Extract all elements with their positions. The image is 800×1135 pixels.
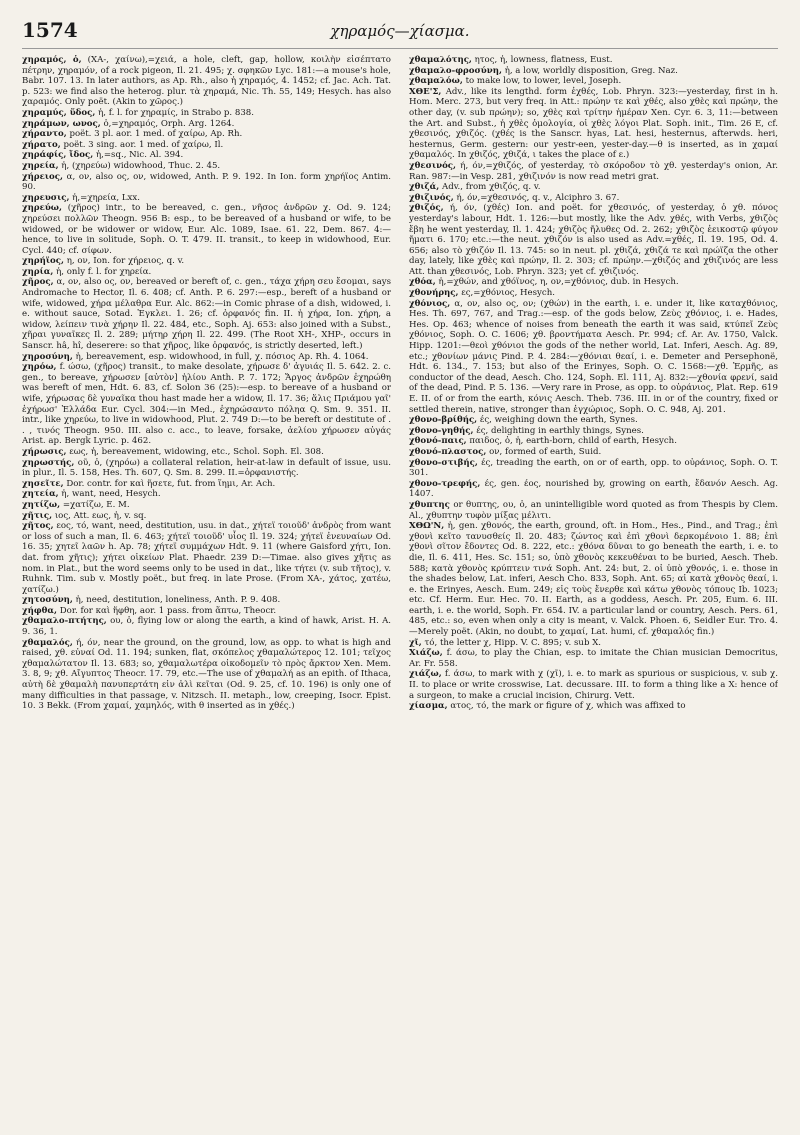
entry-headword: χθόνιος, — [409, 298, 451, 309]
dictionary-entry — [409, 436, 778, 447]
entry-definition: to make low, to lower, level, Joseph. — [465, 76, 622, 87]
entry-definition: ἡ, only f. l. for χηρεία. — [56, 266, 152, 277]
entry-definition: f. άσω, to mark with χ (χῖ), i. e. to mark as spurious or suspicious, v. sub χ. II. to place or write crosswise, Lat. decussare. III. to form a thing like a X: hence of a surgeon, to make a crucial incision, Chirurg. Vett. — [409, 669, 778, 701]
entry-definition: =χατίζω, E. M. — [62, 499, 130, 510]
entry-definition: α, ον, also ος, ον, widowed, Anth. P. 9. 192. In Ion. form χηρήϊος Antim. 90. — [22, 171, 391, 193]
left-column — [22, 55, 391, 1125]
dictionary-entry — [409, 479, 778, 500]
entry-headword: χθονό-παις, — [409, 436, 467, 447]
dictionary-entry — [409, 500, 778, 521]
entry-definition: ή, όν,=χθιζός, of yesterday, τὸ σκόροδον τὸ χθ. yesterday's onion, Ar. Ran. 987:—in Vesp. 281, χθιζινόν is now read metri grat. — [409, 160, 778, 182]
dictionary-entry — [22, 150, 391, 161]
entry-definition: f. άσω, to play the Chian, esp. to imitate the Chian musician Democritus, Ar. Fr. 558. — [409, 648, 778, 669]
entry-definition: ἡ, need, destitution, loneliness, Anth. P. 9. 408. — [75, 595, 281, 606]
dictionary-entry — [409, 669, 778, 701]
dictionary-entry — [22, 277, 391, 351]
entry-headword: χθαμαλο-φροσύνη, — [409, 65, 502, 76]
dictionary-entry — [409, 638, 778, 649]
entry-headword: χθυπτης — [409, 499, 450, 510]
entry-headword: χῆρος, — [22, 277, 54, 288]
dictionary-entry — [409, 55, 778, 66]
dictionary-entry — [22, 362, 391, 447]
entry-definition: Adv., like its lengthd. form ἐχθές, Lob. Phryn. 323:—yesterday, first in h. Hom. Merc. 273, but very freq. in Att.: πρώην τε καὶ χθές, also χθὲς καὶ πρώην, the other day, (v. sub πρώην); so, χθὲς καὶ τρίτην ἡμέραν Xen. Cyr. 6. 3, 11:—between the Art. and Subst., ἡ χθὲς ὁμολογία, οἱ χθὲς λόγοι Plat. Soph. init., Tim. 26 E, cf. χθεσινός, χθιζός. (χθές is the Sanscr. hyas, Lat. hesi, hesternus, afterwds. heri, hesternus, Germ. gestern: our yestr-een, yester-day.—θ is inserted, as in χαμαί χθαμαλός. In χθιζός, χθιζά, ι takes the place of ε.) — [409, 86, 778, 161]
entry-definition: εως, ἡ, bereavement, widowing, etc., Schol. Soph. El. 308. — [69, 446, 324, 457]
entry-definition: ητος, ἡ, lowness, flatness, Eust. — [474, 55, 613, 65]
dictionary-entry — [22, 521, 391, 595]
entry-definition: ές, gen. έος, nourished by, growing on earth, ἔδανόν Aesch. Ag. 1407. — [409, 478, 778, 500]
entry-definition: α, ον, also ος, ον; (χθών) in the earth, i. e. under it, like καταχθόνιος, Hes. Th. 697, 767, and Trag.:—esp. of the gods below, Ζεὺς χθόνιος, i. e. Hades, Hes. Op. 463; whence of noises from beneath the earth it was said, κτύπεῖ Ζεὺς χθόνιος, Soph. O. C. 1606; χθ. βροντήματα Aesch. Pr. 994; cf. Ar. Av. 1750, Valck. Hipp. 1201:—θεοὶ χθόνιοι the gods of the nether world, Lat. Inferi, Aesch. Ag. 89, etc.; χθονίων μάνις Pind. P. 4. 284:—χθόνιαι θεαί, i. e. Demeter and Persephonë, Hdt. 6. 134., 7. 153; but also of the Erinyes, Soph. O. C. 1568:—χθ. Ἑρμῆς, as conductor of the dead, Aesch. Cho. 124, Soph. El. 111, Aj. 832:—χθονία φρενί, said of the dead, Pind. P. 5. 136. —Very rare in Prose, as opp. to οὐράνιος, Plat. Rep. 619 E. II. of or from the earth, κόνις Aesch. Theb. 736. III. in or of the country, fixed or settled therein, native, stronger than ἐγχώριος, Soph. O. C. 948, Aj. 201. — [409, 298, 778, 415]
dictionary-entry — [409, 447, 778, 458]
dictionary-entry — [22, 511, 391, 522]
entry-headword: χθαμαλότης, — [409, 55, 472, 65]
dictionary-entry — [22, 129, 391, 140]
entry-definition: f. ώσω, (χῆρος) transit., to make desolate, χήρωσε δ' ἀγυιάς Il. 5. 642. 2. c. gen., to bereave, χήρωσεν [αὐτὸν] ἡλίου Anth. P. 7. 172; Ἄργος ἀνδρῶν ἐχηρώθη was bereft of men, Hdt. 6. 83, cf. Solon 36 (25):—esp. to bereave of a husband or wife, χήρωσας δὲ γυναῖκα thou hast made her a widow, Il. 17. 36; ἅλις Πριάμου γαῖ' ἐχήρωσ' Ἑλλάδα Eur. Cycl. 304:—in Med., ἐχηρώσαντο πόληα Q. Sm. 9. 351. II. intr., like χηρεύω, to live in widowhood, Plut. 2. 749 D:—to be bereft or destitute of . . , τινός Theogn. 950. III. also c. acc., to leave, forsake, ἁελίου χήρωσεν αὐγάς Arist. ap. Bergk Lyric. p. 462. — [22, 362, 391, 447]
entry-headword: χθονήρης, — [409, 288, 459, 299]
entry-definition: ἡ,=sq., Nic. Al. 394. — [95, 150, 184, 161]
entry-headword: χιάζω, — [409, 669, 442, 680]
entry-headword: χηρευσις, — [22, 192, 70, 203]
entry-headword: χήρατο, — [22, 139, 61, 150]
entry-headword: χῖ, — [409, 637, 422, 648]
dictionary-entry — [409, 76, 778, 87]
entry-headword: χθαμαλόω, — [409, 76, 463, 87]
dictionary-entry — [409, 648, 778, 669]
dictionary-entry — [409, 203, 778, 277]
entry-definition: Adv., from χθιζός, q. v. — [441, 182, 541, 193]
dictionary-entry — [22, 500, 391, 511]
entry-headword: χθιζός, — [409, 203, 444, 214]
entry-definition: ιος, Att. εως, ἡ, v. sq. — [54, 510, 147, 521]
entry-definition: ἡ, (χηρεύω) widowhood, Thuc. 2. 45. — [61, 160, 221, 171]
dictionary-entry — [22, 479, 391, 490]
dictionary-entry — [22, 638, 391, 712]
entry-headword: ΧΘΩ'Ν, — [409, 521, 445, 532]
entry-definition: η, ον, Ion. for χήρειος, q. v. — [66, 256, 185, 267]
entry-headword: χθαμαλός, — [22, 637, 73, 648]
entry-headword: χθιζά, — [409, 182, 440, 193]
entry-definition: (χῆρος) intr., to be bereaved, c. gen., νῆσος ἀνδρῶν χ. Od. 9. 124; χηρεύσει πολλῶν Theogn. 956 B: esp., to be bereaved of a husband or wife, to be widowed, or be widower or widow, Eur. Alc. 1089, Isae. 61. 22, Dem. 867. 4:—hence, to live in solitude, Soph. O. T. 479. II. transit., to keep in widowhood, Eur. Cycl. 440; cf. σίφων. — [22, 203, 391, 256]
entry-headword: χθιζινός, — [409, 192, 454, 203]
page-header — [22, 18, 778, 49]
dictionary-entry — [22, 193, 391, 204]
dictionary-entry — [409, 161, 778, 182]
entry-headword: ΧΘΕ'Σ, — [409, 86, 442, 97]
dictionary-entry — [22, 119, 391, 130]
dictionary-entry — [22, 595, 391, 606]
entry-definition: or θυπτης, ου, ὁ, an unintelligible word quoted as from Thespis by Clem. Al., χθυπτην τυφὸν μίξας μέλιτι. — [409, 499, 778, 521]
entry-headword: χίασμα, — [409, 701, 448, 712]
entry-definition: ἡ, want, need, Hesych. — [61, 489, 161, 500]
entry-headword: χηραμύς, ὕδος, — [22, 107, 96, 118]
dictionary-entry — [22, 172, 391, 193]
entry-definition: ἡ,=χηρεία, Lxx. — [72, 192, 140, 203]
entry-definition: ές, weighing down the earth, Synes. — [479, 415, 638, 426]
entry-definition: poët. 3 pl. aor. 1 med. of χαίρω, Ap. Rh. — [69, 129, 243, 140]
dictionary-entry — [409, 701, 778, 712]
entry-definition: ή, όν, near the ground, on the ground, low, as opp. to what is high and raised, χθ. εὐναί Od. 11. 194; sunken, flat, σκόπελος χθαμαλώτερος 12. 101; τεῖχος χθαμαλώτατον Il. 13. 683; so, χθαμαλωτέρα οἰκοδομεῖν τὸ πρὸς ἄρκτον Xen. Mem. 3. 8, 9; χθ. Αἴγυπτος Theocr. 17. 79, etc.—The use of χθαμαλή as an epith. of Ithaca, αὐτὴ δὲ χθαμαλὴ πανυπερτάτη εἰν ἁλὶ κεῖται (Od. 9. 25, cf. 10. 196) is only one of many difficulties in that passage, v. Nitzsch. II. metaph., low, creeping, Isocr. Epist. 10. 3 Bekk. (From χαμαί, χαμηλός, with θ inserted as in χθές.) — [22, 637, 391, 712]
entry-definition: ἡ, gen. χθονός, the earth, ground, oft. in Hom., Hes., Pind., and Trag.; ἐπὶ χθονὶ κεῖτο τανυσθείς Il. 20. 483; ζώντος καὶ ἐπὶ χθονὶ δερκομένοιο 1. 88; ἐπὶ χθονὶ σῖτον ἔδοντες Od. 8. 222, etc.: χθόνα δῦναι to go beneath the earth, i. e. to die, Il. 6. 411, Hes. Sc. 151; so, ὑπὸ χθονὸς κεκευθέναι to be buried, Aesch. Theb. 588; κατὰ χθονὸς κρύπτειν τινά Soph. Ant. 24: but, 2. οἱ ὑπὸ χθονός, i. e. those in the shades below, Lat. inferi, Aesch Cho. 833, Soph. Ant. 65; αἱ κατὰ χθονὸς θεαί, i. e. the Erinyes, Aesch. Eum. 249; εἰς τοὺς ἔνερθε καὶ κάτω χθονὸς τόπους Ib. 1023; etc. Cf. Herm. Eur. Hec. 70. II. Earth, as a goddess, Aesch. Pr. 205, Eum. 6. III. earth, i. e. the world, Soph. Fr. 654. IV. a particular land or country, Aesch. Pers. 61, 485, etc.: so, even when only a city is meant, v. Valck. Phoen. 6, Seidler Eur. Tro. 4.—Merely poët. (Akin, no doubt, to χαμαί, Lat. humi, cf. χθαμαλός fin.) — [409, 521, 778, 638]
entry-headword: χθονο-γηθής, — [409, 425, 474, 436]
entry-headword: χηρωστής, — [22, 457, 75, 468]
dictionary-entry — [22, 352, 391, 363]
dictionary-entry — [22, 108, 391, 119]
entry-definition: ές, delighting in earthly things, Synes. — [476, 425, 644, 436]
dictionary-entry — [409, 288, 778, 299]
entry-headword: χήραντο, — [22, 129, 67, 140]
entry-definition: ἡ, f. l. for χηραμίς, in Strabo p. 838. — [98, 107, 254, 118]
entry-headword: χητίζω, — [22, 499, 61, 510]
entry-headword: χθαμαλο-πτήτης, — [22, 616, 107, 627]
entry-headword: χηράμων, ωνος, — [22, 118, 101, 129]
dictionary-entry — [22, 140, 391, 151]
dictionary-entry — [409, 66, 778, 77]
entry-headword: χήφθα, — [22, 605, 58, 616]
entry-definition: ές, treading the earth, on or of earth, opp. to οὐράνιος, Soph. O. T. 301. — [409, 457, 778, 479]
entry-definition: poët. 3 sing. aor. 1 med. of χαίρω, Il. — [63, 139, 224, 150]
entry-definition: Dor. contr. for καὶ ἥσετε, fut. from ἵημι, Ar. Ach. — [66, 478, 276, 489]
entry-definition: ὁ,=χηραμός, Orph. Arg. 1264. — [103, 118, 235, 129]
dictionary-entry — [409, 193, 778, 204]
entry-definition: (ΧΑ-, χαίνω),=χειά, a hole, cleft, gap, hollow, κοιλὴν εἰσέπτατο πέτρην, χηραμόν, of a rock pigeon, Il. 21. 495; χ. σφηκῶν Lyc. 181:—a mouse's hole, Babr. 107. 13. In later authors, as Ap. Rh., also ἡ χηραμός, 4. 1452; cf. Jac. Ach. Tat. p. 523: we find also the heterog. plur. τὰ χηραμά, Nic. Th. 55, 149; Hesych. has also χαραμός. Only poët. (Akin to χῶρος.) — [22, 55, 391, 108]
entry-definition: οῦ, ὁ, (χηρόω) a collateral relation, heir-at-law in default of issue, usu. in plur., Il. 5. 158, Hes. Th. 607, Q. Sm. 8. 299. II.=ὀρφανιστής. — [22, 457, 391, 479]
entry-headword: χθονό-πλαστος, — [409, 446, 487, 457]
columns — [22, 55, 778, 1125]
entry-headword: Χιάζω, — [409, 648, 443, 659]
entry-definition: ἡ,=χθών, and χθόϊνος, η, ον,=χθόνιος, dub. in Hesych. — [438, 277, 679, 288]
dictionary-entry — [22, 489, 391, 500]
entry-definition: ον, formed of earth, Suid. — [489, 446, 602, 457]
dictionary-entry — [409, 277, 778, 288]
entry-definition: παιδος, ὁ, ἡ, earth-born, child of earth, Hesych. — [469, 436, 677, 447]
entry-headword: χθόα, — [409, 277, 436, 288]
entry-headword: χηρήϊος, — [22, 256, 64, 267]
entry-definition: ἡ, bereavement, esp. widowhood, in full, χ. πόσιος Ap. Rh. 4. 1064. — [75, 351, 369, 362]
entry-definition: ἡ, a low, worldly disposition, Greg. Naz. — [504, 65, 678, 76]
dictionary-entry — [22, 458, 391, 479]
dictionary-entry — [409, 87, 778, 161]
entry-headword: χθονο-στιβής, — [409, 457, 478, 468]
entry-definition: ατος, τό, the mark or figure of χ, which was affixed to — [450, 701, 686, 712]
dictionary-entry — [409, 426, 778, 437]
entry-headword: χησεῖτε, — [22, 478, 64, 489]
entry-headword: χηρεία, — [22, 160, 59, 171]
entry-headword: χηρεύω, — [22, 203, 62, 214]
entry-headword: χθονο-τρεφής, — [409, 478, 481, 489]
entry-definition: ες,=χθόνιος, Hesych. — [461, 288, 555, 299]
dictionary-entry — [409, 182, 778, 193]
running-title: χηραμός—χίασμα. — [330, 22, 470, 40]
entry-headword: χηρόω, — [22, 362, 57, 373]
dictionary-entry — [409, 521, 778, 638]
entry-headword: χητοσύνη, — [22, 595, 73, 606]
entry-headword: χητεία, — [22, 489, 59, 500]
dictionary-entry — [22, 55, 391, 108]
dictionary-entry — [22, 256, 391, 267]
entry-headword: χθονο-βρίθής, — [409, 415, 478, 426]
entry-definition: ή, όν,=χθεσινός, q. v., Alciphro 3. 67. — [456, 192, 620, 203]
entry-definition: α, ον, also ος, ον, bereaved or bereft of, c. gen., τάχα χήρη σευ ἔσομαι, says Andromache to Hector, Il. 6. 408; cf. Anth. P. 6. 297:—esp., bereft of a husband or wife, widowed, χήρα μέλαθρα Eur. Alc. 862:—in Comic phrase of a dish, widowed, i. e. without sauce, Sotad. Ἐγκλει. 1. 26; cf. ὀρφανός fin. II. ἡ χήρα, Ion. χήρη, a widow, λείπειν τινὰ χήρην Il. 22. 484, etc., Soph. Aj. 653: also joined with a Subst., χῆραι γυναῖκες Il. 2. 289; μήτηρ χήρη Il. 22. 499. (The Root XH-, XHP-, occurs in Sanscr. hâ, hî, deserere: so that χῆρος, like ὀρφανός, is strictly deserted, left.) — [22, 277, 391, 352]
entry-headword: χηρία, — [22, 266, 54, 277]
dictionary-entry — [409, 458, 778, 479]
entry-headword: χῆτος, — [22, 521, 54, 532]
dictionary-entry — [409, 415, 778, 426]
entry-definition: Dor. for καὶ ἥφθη, aor. 1 pass. from ἅπτω, Theocr. — [59, 605, 277, 616]
dictionary-entry — [22, 267, 391, 278]
entry-definition: ου, ὁ, flying low or along the earth, a kind of hawk, Arist. H. A. 9. 36, 1. — [22, 616, 391, 638]
entry-headword: χῆτις, — [22, 510, 53, 521]
dictionary-entry — [22, 616, 391, 637]
dictionary-entry — [22, 447, 391, 458]
dictionary-entry — [22, 161, 391, 172]
entry-definition: τό, the letter χ, Hipp. V. C. 895; v. sub X. — [424, 637, 602, 648]
page-number: 1574 — [22, 18, 78, 42]
dictionary-entry — [409, 299, 778, 416]
dictionary-entry — [22, 203, 391, 256]
dictionary-entry — [22, 606, 391, 617]
right-column — [409, 55, 778, 1125]
entry-headword: χηροσύνη, — [22, 351, 73, 362]
entry-headword: χηραμός, ὁ, — [22, 55, 82, 65]
entry-headword: χηράφίς, ἴδος, — [22, 150, 94, 161]
entry-headword: χήρειος, — [22, 171, 63, 182]
entry-definition: ή, όν, (χθές) Ion. and poët. for χθεσινός, of yesterday, ὁ χθ. πόνος yesterday's labour, Hdt. 1. 126:—but mostly, like the Adv. χθές, with Verbs, χθιζὸς ἔβη he went yesterday, Il. 1. 424; χθιζὸς ἤλυθες Od. 2. 262; χθιζὸς ἐεικοστῷ φύγον ἤματι 6. 170; etc.:—the neut. χθιζόν is also used as Adv.=χθές, Il. 19. 195, Od. 4. 656; also τὸ χθιζόν Il. 13. 745: so in neut. pl. χθιζά, χθιζά τε καὶ πρώϊζα the other day, lately, like χθὲς καὶ πρώην, Il. 2. 303; cf. πρώην.—χθιζός and χθιζινός are less Att. than χθεσινός, Lob. Phryn. 323; yet cf. χθιζινός. — [409, 203, 778, 277]
entry-headword: χθεσινός, — [409, 160, 457, 171]
entry-headword: χήρωσις, — [22, 446, 67, 457]
entry-definition: εος, τό, want, need, destitution, usu. in dat., χήτεϊ τοιοῦδ' ἀνδρὸς from want or loss of such a man, Il. 6. 463; χήτεϊ τοιοῦδ' υἷος Il. 19. 324; χήτεϊ ἐνευναίων Od. 16. 35; χητεῖ λαῶν h. Ap. 78; χήτεϊ συμμάχων Hdt. 9. 11 (where Gaisford χήτι, Ion. dat. from χῆτις); χήτει οἰκείων Plat. Phaedr. 239 D:—Timae. also gives χῆτις as nom. in Plat., but the word seems only to be used in dat., like τήτει (v. sub τῆτος), v. Ruhnk. Tim. sub v. Mostly poët., but freq. in late Prose. (From XA-, χάτος, χατέω, χατίζω.) — [22, 521, 391, 595]
